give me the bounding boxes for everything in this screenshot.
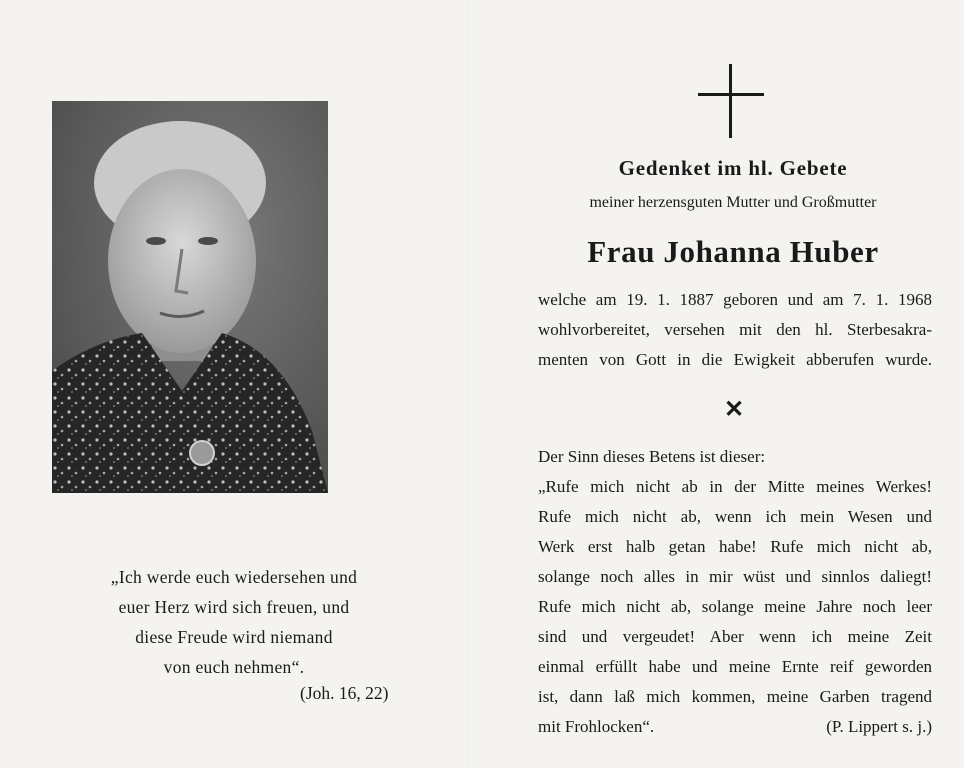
quote-reference: (Joh. 16, 22) — [300, 683, 389, 703]
quote-line: „Ich werde euch wiedersehen und — [110, 567, 358, 587]
prayer-last-line: mit Frohlocken“. — [538, 717, 655, 736]
prayer-closing — [538, 712, 932, 742]
prayer-line: einmal erfüllt habe und meine Ernte reif geworden — [538, 657, 932, 676]
latin-cross-icon — [698, 64, 764, 138]
prayer-line: „Rufe mich nicht ab in der Mitte meines Werkes! — [538, 477, 932, 496]
prayer-line: Rufe mich nicht ab, wenn ich mein Wesen und — [538, 507, 932, 526]
portrait-photo — [52, 101, 328, 493]
bio-paragraph — [538, 285, 932, 375]
bio-line: wohlvorbereitet, versehen mit den hl. Sterbesakra- — [538, 320, 932, 339]
right-page — [470, 0, 964, 768]
prayer-paragraph — [538, 442, 932, 712]
bio-line: menten von Gott in die Ewigkeit abberufen wurde. — [538, 350, 932, 369]
prayer-intro: Der Sinn dieses Betens ist dieser: — [538, 447, 766, 466]
bio-line: welche am 19. 1. 1887 geboren und am 7. 1. 1968 — [538, 290, 932, 309]
quote-line: von euch nehmen“. — [163, 657, 305, 677]
memorial-subheading: meiner herzensguten Mutter und Großmutter — [589, 194, 877, 211]
cross-divider-icon: ✕ — [723, 397, 745, 423]
prayer-attribution: (P. Lippert s. j.) — [826, 717, 932, 736]
prayer-line: Werk erst halb getan habe! Rufe mich nicht ab, — [538, 537, 932, 556]
quote-line: diese Freude wird niemand — [135, 627, 333, 647]
prayer-line: solange noch alles in mir wüst und sinnlos daliegt! — [538, 567, 932, 586]
deceased-name: Frau Johanna Huber — [587, 234, 879, 269]
quote-line: euer Herz wird sich freuen, und — [118, 597, 350, 617]
bible-quote — [40, 562, 428, 682]
left-page — [0, 0, 468, 768]
memorial-heading: Gedenket im hl. Gebete — [618, 156, 848, 180]
prayer-line: Rufe mich nicht ab, solange meine Jahre noch leer — [538, 597, 932, 616]
prayer-line: ist, dann laß mich kommen, meine Garben tragend — [538, 687, 932, 706]
prayer-line: sind und vergeudet! Aber wenn ich meine Zeit — [538, 627, 932, 646]
